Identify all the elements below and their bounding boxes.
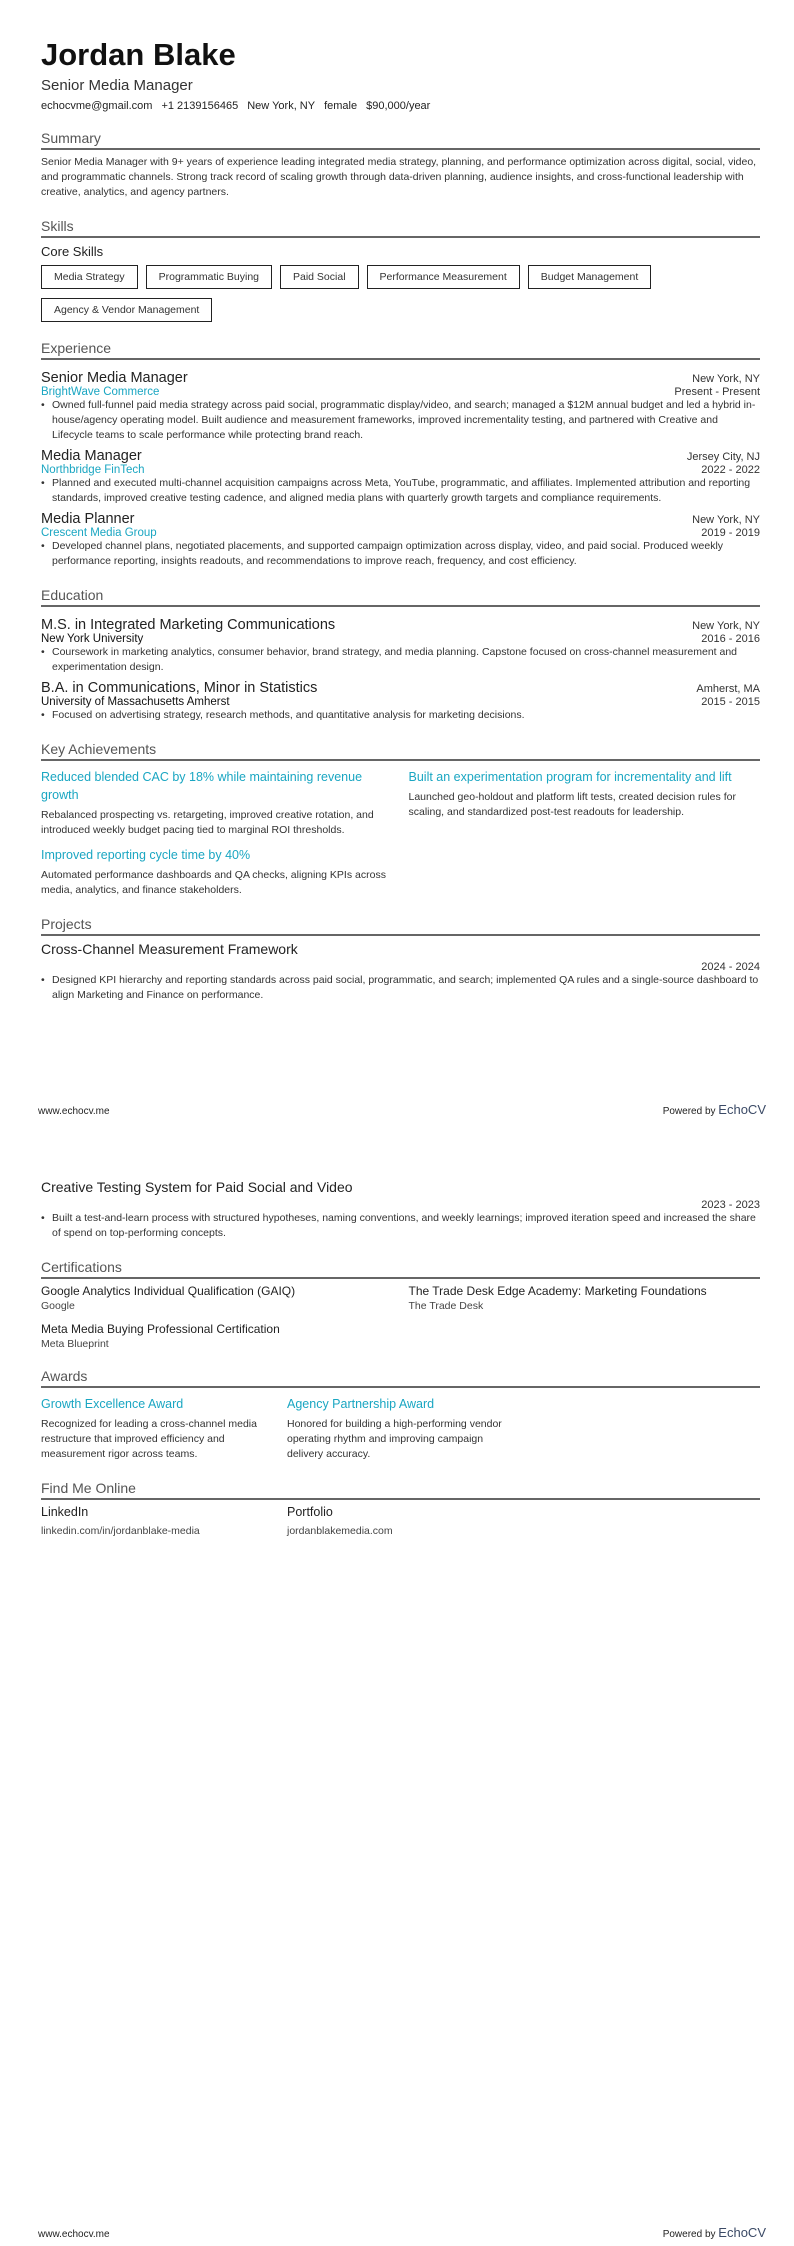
- experience-item: [41, 365, 760, 443]
- section-heading: Awards: [41, 1368, 760, 1388]
- job-company: BrightWave Commerce: [41, 386, 160, 398]
- brand-logo: EchoCV: [718, 2225, 766, 2240]
- cert-org: Meta Blueprint: [41, 1338, 109, 1350]
- contact-email: echocvme@gmail.com: [41, 100, 153, 112]
- section-heading: Experience: [41, 340, 760, 360]
- powered-by: [663, 1102, 766, 1117]
- linkedin-link[interactable]: linkedin.com/in/jordanblake-media: [41, 1525, 200, 1537]
- footer-site-link[interactable]: www.echocv.me: [38, 2229, 110, 2240]
- achievement-desc: Automated performance dashboards and QA checks, aligning KPIs across media, analytics, and finance stakeholders.: [41, 869, 386, 896]
- powered-by: [663, 2225, 766, 2240]
- certification-item: [41, 1284, 393, 1312]
- edu-location: Amherst, MA: [696, 683, 760, 695]
- job-role: Media Planner: [41, 511, 135, 527]
- cert-org: Google: [41, 1300, 75, 1312]
- online-item: [287, 1505, 517, 1537]
- contact-location: New York, NY: [247, 100, 316, 112]
- job-role: Media Manager: [41, 448, 142, 464]
- job-dates: Present - Present: [674, 386, 760, 398]
- certifications-section: [41, 1259, 760, 1350]
- project-item: [41, 941, 760, 1003]
- project-dates: 2023 - 2023: [701, 1199, 760, 1211]
- link-label: Portfolio: [287, 1505, 333, 1519]
- cert-org: The Trade Desk: [408, 1300, 484, 1312]
- achievements-section: [41, 741, 760, 898]
- contact-line: [41, 100, 760, 112]
- job-dates: 2019 - 2019: [701, 527, 760, 539]
- project-item: [41, 1179, 760, 1241]
- online-item: [41, 1505, 271, 1537]
- job-company: Northbridge FinTech: [41, 464, 145, 476]
- cert-name: Meta Media Buying Professional Certification: [41, 1322, 280, 1336]
- job-company: Crescent Media Group: [41, 527, 157, 539]
- skills-section: [41, 218, 760, 322]
- footer-site-link[interactable]: www.echocv.me: [38, 1106, 110, 1117]
- brand-logo: EchoCV: [718, 1102, 766, 1117]
- experience-section: [41, 340, 760, 569]
- skill-chip: Media Strategy: [41, 265, 138, 289]
- candidate-title: Senior Media Manager: [41, 77, 193, 94]
- skill-chip: Performance Measurement: [367, 265, 520, 289]
- experience-item: [41, 506, 760, 569]
- awards-section: [41, 1368, 760, 1462]
- edu-bullet: • Coursework in marketing analytics, consumer behavior, brand strategy, and media planning. Capstone focused on cross-channel measurement and experimentation design.: [41, 645, 760, 675]
- summary-text: Senior Media Manager with 9+ years of experience leading integrated media strategy, planning, and performance optimization across digital, social, video, and programmatic channels. Strong track record of scaling growth through data-driven planning, audience insights, and cross-functional leadership with creative, analytics, and agency partners.: [41, 156, 757, 198]
- powered-by-label: Powered by: [662, 2229, 716, 2240]
- job-dates: 2022 - 2022: [701, 464, 760, 476]
- degree: M.S. in Integrated Marketing Communications: [41, 617, 336, 633]
- powered-by-label: Powered by: [662, 1106, 716, 1117]
- edu-dates: 2016 - 2016: [701, 633, 760, 645]
- education-item: [41, 612, 760, 675]
- job-location: New York, NY: [692, 514, 760, 526]
- skill-chip: Paid Social: [280, 265, 359, 289]
- job-bullet: • Owned full-funnel paid media strategy across paid social, programmatic display/video, and search; managed a $12M annual budget and led a hybrid in-house/agency operating model. Built audience and measurement frameworks, improved incrementality testing, and partnered with Creative and Lifecycle teams to scale performance while protecting brand reach.: [41, 398, 760, 443]
- page-footer: [38, 1102, 766, 1117]
- award-desc: Recognized for leading a cross-channel media restructure that improved efficiency and measurement rigor across teams.: [41, 1418, 257, 1460]
- school: University of Massachusetts Amherst: [41, 696, 230, 708]
- contact-salary: $90,000/year: [366, 100, 431, 112]
- section-heading: Skills: [41, 218, 760, 238]
- achievement-title: Built an experimentation program for incrementality and lift: [408, 770, 732, 784]
- project-name: Creative Testing System for Paid Social and Video: [41, 1179, 353, 1195]
- job-bullet: • Developed channel plans, negotiated placements, and supported campaign optimization across display, video, and paid social. Produced weekly performance reporting, insights readouts, and recommendations to improve reach, frequency, and cost efficiency.: [41, 539, 760, 569]
- achievement-item: [41, 766, 393, 838]
- skill-group-title: Core Skills: [41, 244, 104, 259]
- school: New York University: [41, 633, 144, 645]
- project-dates: 2024 - 2024: [701, 961, 760, 973]
- portfolio-link[interactable]: jordanblakemedia.com: [287, 1525, 393, 1537]
- job-location: Jersey City, NJ: [686, 451, 760, 463]
- section-heading: Education: [41, 587, 760, 607]
- skill-chips: [41, 265, 760, 322]
- award-title: Agency Partnership Award: [287, 1397, 435, 1411]
- award-item: [41, 1393, 271, 1462]
- achievement-item: [409, 766, 761, 838]
- projects-section: [41, 916, 760, 1003]
- education-section: [41, 587, 760, 723]
- project-name: Cross-Channel Measurement Framework: [41, 941, 298, 957]
- education-item: [41, 675, 760, 723]
- edu-location: New York, NY: [692, 620, 760, 632]
- achievement-item: [41, 844, 393, 898]
- skill-chip: Budget Management: [528, 265, 651, 289]
- achievement-desc: Rebalanced prospecting vs. retargeting, improved creative rotation, and introduced weekly budget pacing tied to marginal ROI thresholds.: [41, 809, 374, 836]
- section-heading: Summary: [41, 130, 760, 150]
- section-heading: Certifications: [41, 1259, 760, 1279]
- certification-item: [41, 1322, 393, 1350]
- project-bullet: • Built a test-and-learn process with structured hypotheses, naming conventions, and weekly learnings; improved iteration speed and increased the share of spend on top-performing concepts.: [41, 1211, 760, 1241]
- section-heading: Key Achievements: [41, 741, 760, 761]
- award-item: [287, 1393, 517, 1462]
- experience-item: [41, 443, 760, 506]
- section-heading: Find Me Online: [41, 1480, 760, 1500]
- degree: B.A. in Communications, Minor in Statistics: [41, 680, 318, 696]
- contact-gender: female: [324, 100, 358, 112]
- section-heading: Projects: [41, 916, 760, 936]
- achievement-title: Improved reporting cycle time by 40%: [41, 848, 251, 862]
- candidate-name: Jordan Blake: [41, 37, 236, 72]
- cert-name: Google Analytics Individual Qualification (GAIQ): [41, 1284, 296, 1298]
- edu-bullet: • Focused on advertising strategy, research methods, and quantitative analysis for marketing decisions.: [41, 708, 760, 723]
- edu-dates: 2015 - 2015: [701, 696, 760, 708]
- online-section: [41, 1480, 760, 1537]
- achievement-desc: Launched geo-holdout and platform lift tests, created decision rules for scaling, and standardized post-test readouts for leadership.: [408, 791, 736, 818]
- project-bullet: • Designed KPI hierarchy and reporting standards across paid social, programmatic, and search; implemented QA rules and a single-source dashboard to align Marketing and Finance on performance.: [41, 973, 760, 1003]
- job-bullet: • Planned and executed multi-channel acquisition campaigns across Meta, YouTube, programmatic, and affiliates. Implemented attribution and reporting standards, improved creative testing cadence, and aligned media plans with quarterly growth targets and compliance requirements.: [41, 476, 760, 506]
- page-footer: [38, 2225, 766, 2240]
- award-desc: Honored for building a high-performing vendor operating rhythm and improving campaign delivery accuracy.: [287, 1418, 502, 1460]
- certification-item: [409, 1284, 761, 1312]
- contact-phone: +1 2139156465: [161, 100, 239, 112]
- resume-page-2: [0, 1123, 794, 2246]
- job-role: Senior Media Manager: [41, 370, 188, 386]
- job-location: New York, NY: [692, 373, 760, 385]
- cert-name: The Trade Desk Edge Academy: Marketing Foundations: [408, 1284, 707, 1298]
- link-label: LinkedIn: [41, 1505, 89, 1519]
- summary-section: [41, 130, 760, 200]
- award-title: Growth Excellence Award: [41, 1397, 184, 1411]
- skill-chip: Agency & Vendor Management: [41, 298, 212, 322]
- skill-chip: Programmatic Buying: [146, 265, 272, 289]
- achievement-title: Reduced blended CAC by 18% while maintaining revenue growth: [41, 770, 363, 802]
